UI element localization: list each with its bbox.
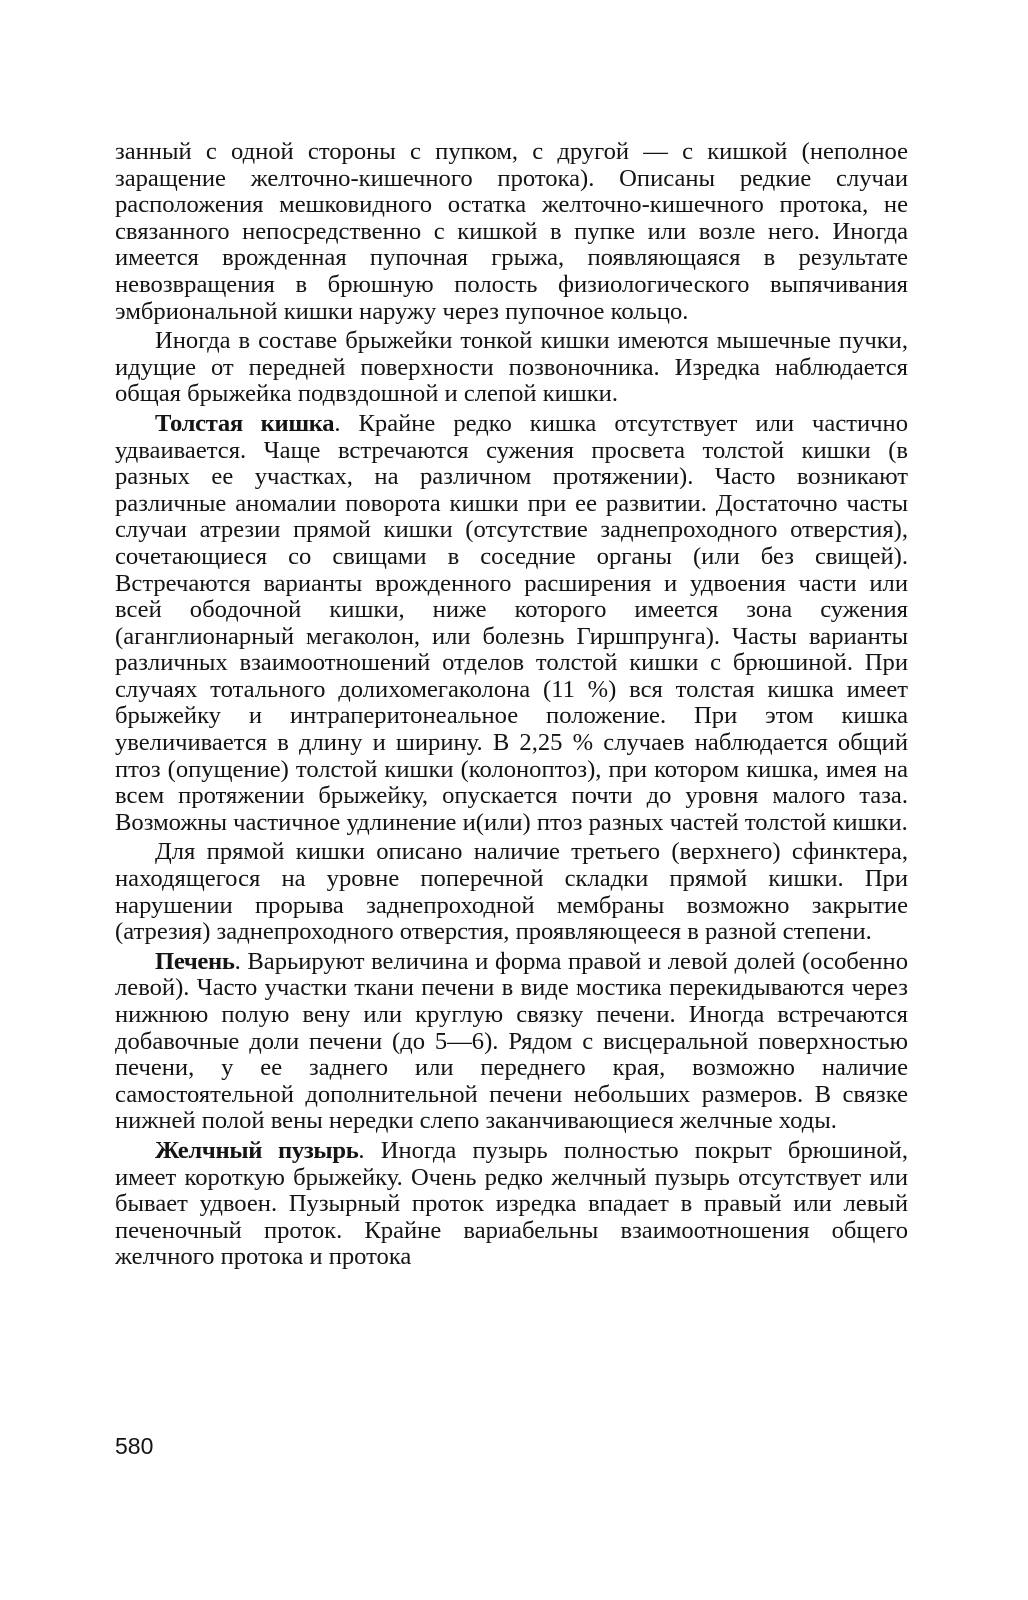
section-heading-gallbladder: Желчный пузырь bbox=[155, 1136, 359, 1164]
paragraph-liver bbox=[115, 949, 908, 1135]
section-heading-large-intestine: Толстая кишка bbox=[155, 409, 335, 437]
paragraph-continuation bbox=[115, 139, 908, 325]
paragraph-text: занный с одной стороны с пупком, с другой — с кишкой (неполное заращение желточно-кишечного протока). Описаны редкие случаи расположения мешковидного остатка желточно-кишечного протока, не связанного непосредственно с кишкой в пупке или возле него. Иногда имеется врожденная пупочная грыжа, появляющаяся в результате невозвращения в брюшную полость физиологического выпячивания эмбриональной кишки наружу через пупочное кольцо. bbox=[115, 138, 908, 325]
body-text bbox=[115, 139, 908, 1271]
paragraph-text: Иногда в составе брыжейки тонкой кишки имеются мышечные пучки, идущие от передней поверхности позвоночника. Изредка наблюдается общая брыжейка подвздошной и слепой кишки. bbox=[115, 327, 908, 408]
paragraph-mesentery bbox=[115, 328, 908, 408]
page-number: 580 bbox=[115, 1433, 154, 1459]
paragraph-text: . Иногда пузырь полностью покрыт брюшиной, имеет короткую брыжейку. Очень редко желчный пузырь отсутствует или бывает удвоен. Пузырный проток изредка впадает в правый или левый печеночный проток. Крайне вариабельны взаимоотношения общего желчного протока и протока bbox=[115, 1136, 908, 1271]
paragraph-text: . Варьируют величина и форма правой и левой долей (особенно левой). Часто участки ткани печени в виде мостика перекидываются через нижнюю полую вену или круглую связку печени. Иногда встречаются добавочные доли печени (до 5—6). Рядом с висцеральной поверхностью печени, у ее заднего или переднего края, возможно наличие самостоятельной дополнительной печени небольших размеров. В связке нижней полой вены нередки слепо заканчивающиеся желчные ходы. bbox=[115, 947, 908, 1135]
paragraph-text: Для прямой кишки описано наличие третьего (верхнего) сфинктера, находящегося на уровне поперечной складки прямой кишки. При нарушении прорыва заднепроходной мембраны возможно закрытие (атрезия) заднепроходного отверстия, проявляющееся в разной степени. bbox=[115, 838, 908, 946]
paragraph-rectum bbox=[115, 839, 908, 945]
paragraph-gallbladder bbox=[115, 1138, 908, 1271]
paragraph-text: . Крайне редко кишка отсутствует или частично удваивается. Чаще встречаются сужения просвета толстой кишки (в разных ее участках, на различном протяжении). Часто возникают различные аномалии поворота кишки при ее развитии. Достаточно часты случаи атрезии прямой кишки (отсутствие заднепроходного отверстия), сочетающиеся со свищами в соседние органы (или без свищей). Встречаются варианты врожденного расширения и удвоения части или всей ободочной кишки, ниже которого имеется зона сужения (аганглионарный мегаколон, или болезнь Гиршпрунга). Часты варианты различных взаимоотношений отделов толстой кишки с брюшиной. При случаях тотального долихомегаколона (11 %) вся толстая кишка имеет брыжейку и интраперитонеальное положение. При этом кишка увеличивается в длину и ширину. В 2,25 % случаев наблюдается общий птоз (опущение) толстой кишки (колоноптоз), при котором кишка, имея на всем протяжении брыжейку, опускается почти до уровня малого таза. Возможны частичное удлинение и(или) птоз разных частей толстой кишки. bbox=[115, 409, 908, 836]
paragraph-large-intestine bbox=[115, 411, 908, 837]
section-heading-liver: Печень bbox=[155, 947, 235, 975]
